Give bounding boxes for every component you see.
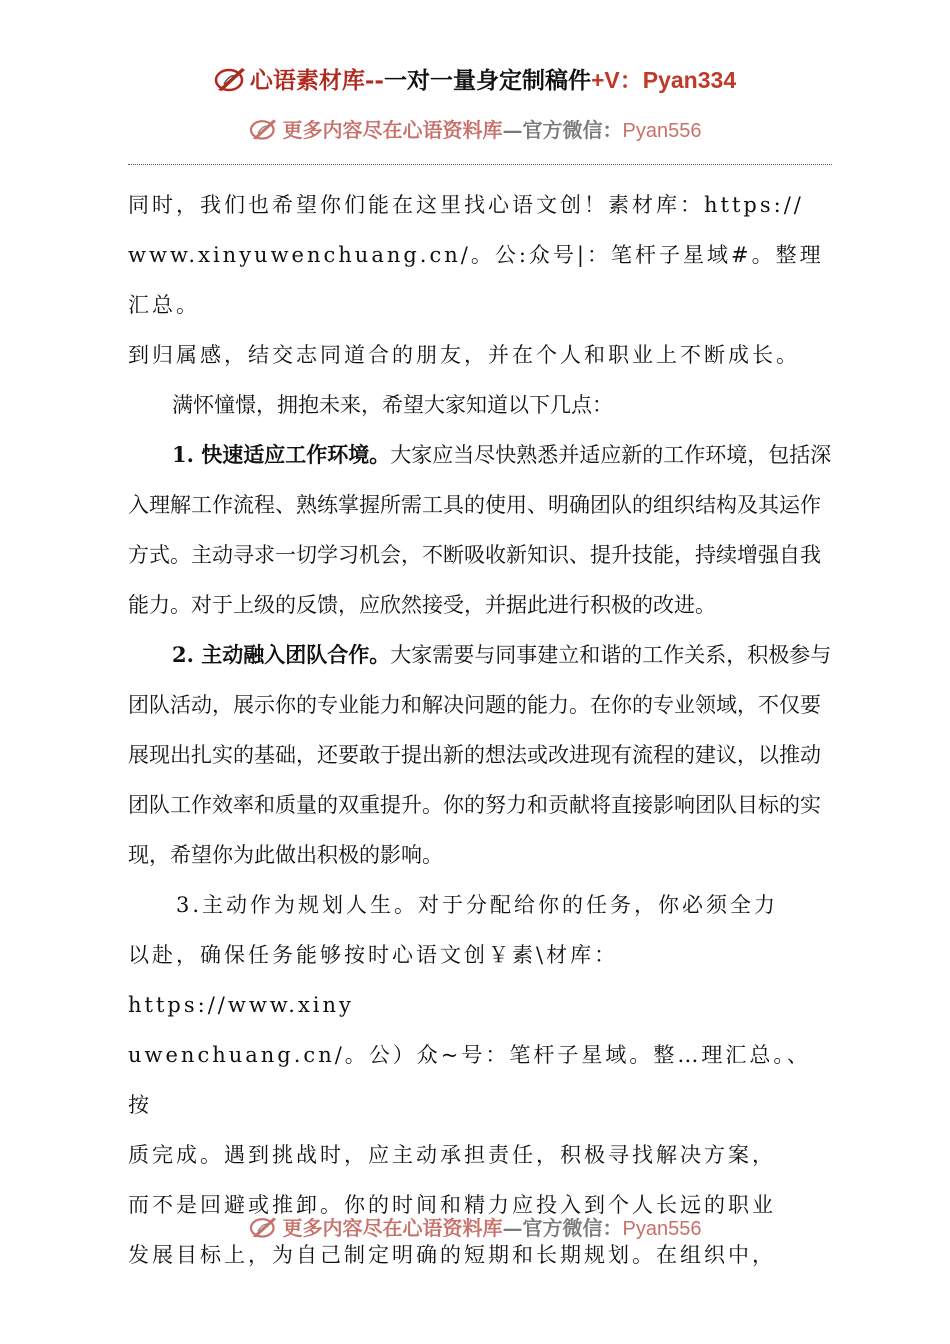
paragraph-intro: [128, 180, 832, 380]
list-item-2: [128, 630, 832, 880]
quill-logo-icon: [249, 1214, 279, 1245]
header-slogan: 一对一量身定制稿件: [383, 67, 591, 94]
quill-logo-icon: [214, 64, 248, 100]
promo-text: 更多内容尽在心语资料库: [282, 1216, 503, 1240]
text-line: uwenchuang.cn/。公）众~号：笔杆子星域。整…理汇总。、按: [128, 1043, 811, 1117]
brand-name: 心语素材库: [249, 67, 365, 94]
promo-banner-bottom: [0, 1212, 950, 1245]
header-banner: [0, 62, 950, 100]
text-line: 而不是回避或推卸。你的时间和精力应投入到个人长远的职业: [128, 1193, 776, 1217]
document-body: [128, 180, 832, 1280]
promo-text: 更多内容尽在心语资料库: [282, 118, 503, 142]
promo-official-label: —官方微信：: [502, 1216, 623, 1240]
header-wechat: +V：Pyan334: [590, 67, 737, 93]
text-line: www.xinyuwenchuang.cn/。公:众号|：笔杆子星域#。整理汇总。: [128, 243, 824, 317]
text-line: 同时，我们也希望你们能在这里找心语文创！素材库：https://: [128, 193, 804, 217]
text-line: 发展目标上，为自己制定明确的短期和长期规划。在组织中，: [128, 1243, 776, 1267]
text-line: 以赴，确保任务能够按时心语文创￥素\材库：https://www.xiny: [128, 943, 619, 1017]
paragraph-hope: 满怀憧憬，拥抱未来，希望大家知道以下几点：: [172, 393, 613, 417]
text-line: 3.主动作为规划人生。对于分配给你的任务，你必须全力: [176, 893, 779, 917]
quill-logo-icon: [249, 116, 279, 147]
text-line: 到归属感，结交志同道合的朋友，并在个人和职业上不断成长。: [128, 343, 800, 367]
item-text: 大家应当尽快熟悉并适应新的工作环境，包括深入理解工作流程、熟练掌握所需工具的使用、明确团队的组织结构及其运作方式。主动寻求一切学习机会，不断吸收新知识、提升技能，持续增强自我能力。对于上级的反馈，应欣然接受，并据此进行积极的改进。: [128, 443, 832, 617]
header-dash: --: [364, 67, 384, 94]
promo-official-label: —官方微信：: [502, 118, 623, 142]
promo-wechat-id: Pyan556: [622, 120, 702, 142]
promo-wechat-id: Pyan556: [622, 1218, 702, 1240]
item-title: 2. 主动融入团队合作。: [172, 642, 391, 667]
item-title: 1. 快速适应工作环境。: [172, 442, 391, 467]
text-line: 质完成。遇到挑战时，应主动承担责任，积极寻找解决方案，: [128, 1143, 776, 1167]
list-item-1: [128, 430, 832, 630]
header-divider: [128, 164, 832, 165]
item-text: 大家需要与同事建立和谐的工作关系，积极参与团队活动，展示你的专业能力和解决问题的能力。在你的专业领域，不仅要展现出扎实的基础，还要敢于提出新的想法或改进现有流程的建议，以推动团队工作效率和质量的双重提升。你的努力和贡献将直接影响团队目标的实现，希望你为此做出积极的影响。: [128, 643, 832, 867]
promo-banner-top: [0, 114, 950, 147]
